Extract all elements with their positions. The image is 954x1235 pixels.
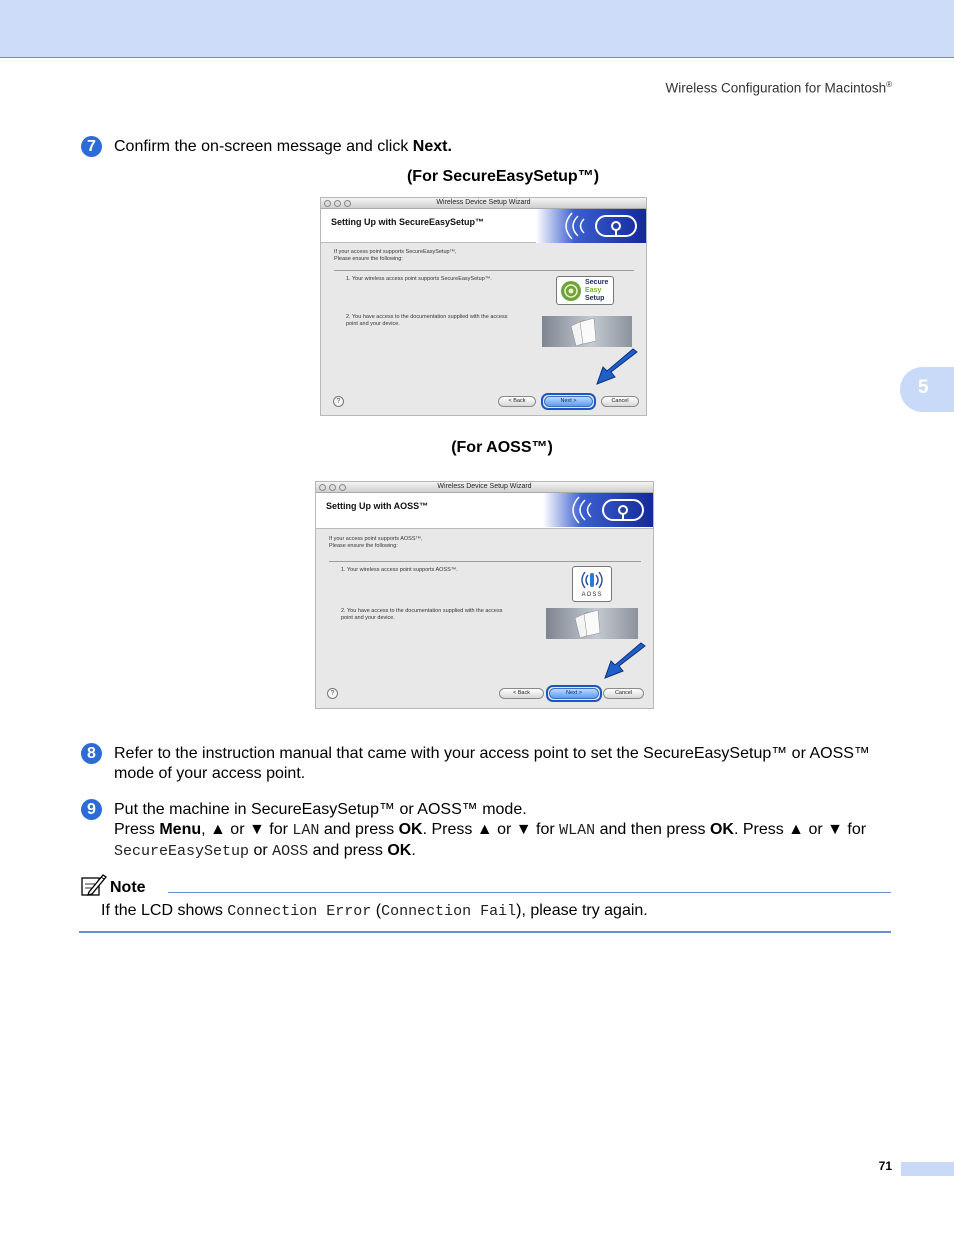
step-8-number: 8 <box>81 743 102 764</box>
wireless-banner-icon <box>536 209 646 243</box>
menu-key: Menu <box>159 821 202 838</box>
note-header <box>81 873 153 901</box>
step-7-next-label: Next. <box>412 138 452 155</box>
dialog-divider <box>329 561 641 562</box>
documents-icon <box>566 316 606 347</box>
back-button[interactable]: < Back <box>499 688 544 699</box>
lcd-aoss: AOSS <box>272 843 309 860</box>
text: . Press <box>733 821 789 838</box>
intro-line: If your access point supports AOSS™, <box>329 536 423 542</box>
help-button[interactable]: ? <box>327 688 338 699</box>
lcd-connection-fail: Connection Fail <box>381 903 517 920</box>
aoss-logo-text: AOSS <box>581 592 603 598</box>
text: If the LCD shows <box>101 902 228 919</box>
dialog-divider <box>334 270 634 271</box>
step-9-instructions <box>114 820 894 841</box>
dialog-titlebar <box>321 198 646 209</box>
text: . <box>411 842 416 859</box>
lcd-secureeasysetup: SecureEasySetup <box>114 843 250 860</box>
lcd-wlan: WLAN <box>559 822 596 839</box>
documentation-image <box>546 608 638 639</box>
dialog-window-title: Wireless Device Setup Wizard <box>437 483 532 490</box>
dialog-titlebar <box>316 482 653 493</box>
dialog-item-1: 1. Your wireless access point supports SecureEasySetup™. <box>346 276 492 282</box>
caption-aoss: (For AOSS™) <box>451 439 553 456</box>
note-label: Note <box>110 879 146 896</box>
note-pencil-icon <box>81 873 107 897</box>
step-7-instruction: Confirm the on-screen message and click <box>114 138 413 155</box>
note-text <box>101 901 891 922</box>
documents-icon <box>570 608 610 639</box>
dialog-item-1: 1. Your wireless access point supports AOSS™. <box>341 567 458 573</box>
intro-line: If your access point supports SecureEasySetup™, <box>334 249 457 255</box>
cancel-button[interactable]: Cancel <box>603 688 644 699</box>
aoss-logo-icon <box>577 569 607 591</box>
running-header <box>666 80 893 96</box>
step-7-number: 7 <box>81 136 102 157</box>
wireless-banner-icon <box>543 493 653 527</box>
step-9-line <box>114 841 894 862</box>
footer-tab <box>901 1162 954 1176</box>
text: Press <box>114 821 160 838</box>
dialog-intro <box>334 249 534 263</box>
logo-word: Setup <box>585 295 605 302</box>
text: , <box>201 821 211 838</box>
secureeasysetup-logo-text <box>585 279 608 303</box>
text: and press <box>319 821 399 838</box>
chapter-number: 5 <box>918 377 929 398</box>
pointer-arrow-icon <box>593 348 643 388</box>
down-arrow-icon: ▼ <box>248 821 265 838</box>
intro-line: Please ensure the following: <box>329 543 398 549</box>
dialog-item-2 <box>341 608 502 622</box>
page-number: 71 <box>878 1159 892 1173</box>
intro-line: Please ensure the following: <box>334 256 403 262</box>
dialog-heading: Setting Up with SecureEasySetup™ <box>331 217 485 227</box>
note-top-rule <box>168 892 891 893</box>
running-header-title: Wireless Configuration for Macintosh <box>665 80 887 96</box>
lcd-connection-error: Connection Error <box>227 903 372 920</box>
secureeasysetup-dialog <box>320 197 647 416</box>
step-8-text: Refer to the instruction manual that came with your access point to set the SecureEasySetup™ or AOSS™ mode of your access point. <box>114 745 870 782</box>
pointer-arrow-icon <box>601 642 651 682</box>
dialog-heading: Setting Up with AOSS™ <box>326 501 429 511</box>
logo-word: Secure <box>585 279 609 286</box>
chapter-tab <box>900 367 954 412</box>
dialog-header <box>321 209 646 243</box>
back-button[interactable]: < Back <box>498 396 536 407</box>
ok-key: OK <box>398 821 423 838</box>
text: or <box>492 821 516 838</box>
text: ( <box>371 902 382 919</box>
caption-secureeasysetup: (For SecureEasySetup™) <box>406 168 600 185</box>
text: for <box>842 821 867 838</box>
secureeasysetup-logo-icon <box>560 280 582 302</box>
item-line: 2. You have access to the documentation supplied with the access <box>341 608 503 614</box>
aoss-logo <box>572 566 612 602</box>
ok-key: OK <box>387 842 412 859</box>
dialog-intro <box>329 536 529 550</box>
item-line: point and your device. <box>346 321 400 327</box>
up-arrow-icon: ▲ <box>476 821 493 838</box>
up-arrow-icon: ▲ <box>788 821 805 838</box>
dialog-header <box>316 493 653 529</box>
logo-word: Easy <box>585 287 602 294</box>
item-line: point and your device. <box>341 615 395 621</box>
down-arrow-icon: ▼ <box>827 821 843 838</box>
top-header-band <box>0 0 954 58</box>
text: . Press <box>422 821 477 838</box>
step-9-number: 9 <box>81 799 102 820</box>
documentation-image <box>542 316 632 347</box>
step-7-text <box>114 137 889 157</box>
secureeasysetup-logo <box>556 276 614 305</box>
text: for <box>264 821 293 838</box>
next-button[interactable]: Next > <box>549 688 599 699</box>
up-arrow-icon: ▲ <box>210 821 226 838</box>
registered-mark: ® <box>886 80 892 89</box>
note-bottom-rule <box>79 931 891 933</box>
ok-key: OK <box>709 821 734 838</box>
step-9-line: Put the machine in SecureEasySetup™ or AOSS™ mode. <box>114 801 527 818</box>
lcd-lan: LAN <box>292 822 320 839</box>
help-button[interactable]: ? <box>333 396 344 407</box>
down-arrow-icon: ▼ <box>515 821 532 838</box>
text: and then press <box>595 821 710 838</box>
text: for <box>531 821 560 838</box>
text: and press <box>308 842 388 859</box>
aoss-dialog <box>315 481 654 709</box>
cancel-button[interactable]: Cancel <box>601 396 639 407</box>
dialog-window-title: Wireless Device Setup Wizard <box>436 199 531 206</box>
dialog-item-2 <box>346 314 507 328</box>
item-line: 2. You have access to the documentation supplied with the access <box>346 314 508 320</box>
text: ), please try again. <box>516 902 648 919</box>
text: or <box>249 842 273 859</box>
text: or <box>804 821 828 838</box>
step-9-text <box>114 800 894 862</box>
text: or <box>225 821 249 838</box>
next-button[interactable]: Next > <box>544 396 593 407</box>
